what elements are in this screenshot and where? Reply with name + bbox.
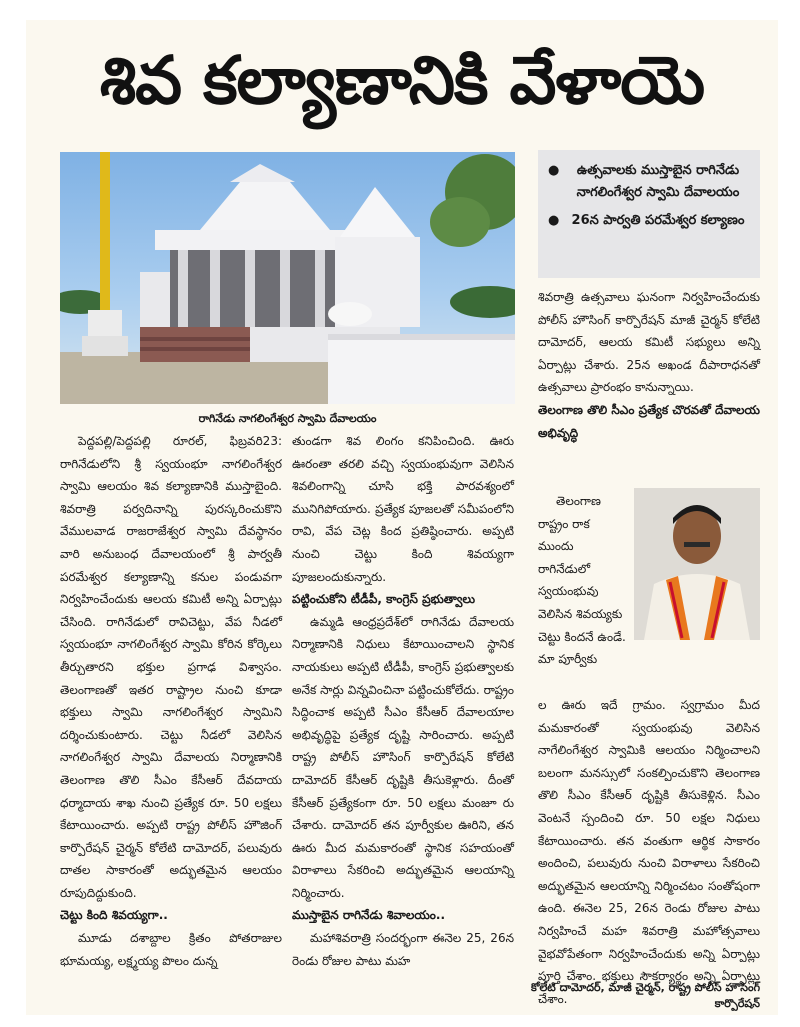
highlight-text: ఉత్సవాలకు ముస్తాబైన రాగినేడు నాగలింగేశ్వర స్వామి దేవాలయం (576, 163, 740, 200)
subheading: పట్టించుకోని టీడీపీ, కాంగ్రెస్ ప్రభుత్వాలు (292, 592, 476, 607)
portrait-photo (634, 488, 760, 640)
bullet-icon: ● (548, 163, 560, 178)
subheading: ముస్తాబైన రాగినేడు శివాలయం.. (292, 908, 446, 923)
headline: శివ కల్యాణానికి వేళాయె (99, 42, 705, 119)
subheading: చెట్టు కింది శివయ్యగా.. (60, 908, 168, 923)
person-illustration (634, 488, 760, 640)
paragraph: మహాశివరాత్రి సందర్భంగా ఈనెల 25, 26న రెండు రోజుల పాటు మహ (292, 931, 514, 968)
highlight-item (548, 210, 754, 232)
paragraph: తుండగా శివ లింగం కనిపించింది. ఊరు ఊరంతా తరలి వచ్చి స్వయంభువుగా వెలిసిన శివలింగాన్ని చూసి భక్తి పారవశ్యంలో మునిగిపోయారు. ప్రత్యేక పూజలతో సమీపంలోని రావి, వేప చెట్ల కింద ప్రతిష్ఠించారు. అప్పటి నుంచి చెట్టు కింది శివయ్యగా పూజలందుకున్నారు. (292, 434, 514, 584)
column-3-lower (538, 694, 760, 1010)
paragraph: ఉమ్మడి ఆంధ్రప్రదేశ్‌లో రాగినేడు దేవాలయ నిర్మాణానికి నిధులు కేటాయించాలని స్థానిక నాయకులు అప్పటి టీడీపీ, కాంగ్రెస్ ప్రభుత్వాలకు అనేక సార్లు విన్నవించినా పట్టించుకోలేదు. రాష్ట్రం సిద్ధించాక అప్పటి సీఎం కేసీఆర్ దేవాలయాల అభివృద్ధిపై ప్రత్యేక దృష్టి సారించారు. అప్పటి రాష్ట్ర పోలీస్ హౌసింగ్ కార్పొరేషన్ కోలేటి దామోదర్ కేసీఆర్ దృష్టికి తీసుకెళ్లారు. దీంతో కేసీఆర్ ప్రత్యేకంగా రూ. 50 లక్షలు మంజూ రు చేశారు. దామోదర్ తన పూర్వీకుల ఊరిని, తన ఊరు మీద మమకారంతో స్థానిక సహయంతో విరాళాలు సేకరించి అద్భుతమైన ఆలయాన్ని నిర్మించారు. (292, 614, 514, 900)
highlight-text: 26న పార్వతి పరమేశ్వర కల్యాణం (571, 213, 745, 228)
column-1 (60, 430, 282, 972)
bullet-icon: ● (548, 213, 560, 228)
paragraph: తెలంగాణ రాష్ట్రం రాక ముందు రాగినేడులో స్వయంభువు వెలిసిన శివయ్యకు చెట్టు కిందనే ఉండే. మా పూర్వీకు (538, 494, 626, 667)
paragraph: పెద్దపల్లి/పెద్దపల్లి రూరల్, ఫిబ్రవరి23: రాగినేడులోని శ్రీ స్వయంభూ నాగలింగేశ్వర స్వామి ఆలయం శివ కల్యాణానికి ముస్తాబైంది. శివరాత్రి పర్వదినాన్ని పురస్కరించుకొని వేములవాడ రాజరాజేశ్వర స్వామి దేవస్థానం వారి అనుబంధ దేవాలయంలో శ్రీ పార్వతీ పరమేశ్వర కల్యాణాన్ని కనుల పండువగా నిర్వహించేందుకు ఆలయ కమిటీ అన్ని ఏర్పాట్లు చేసింది. రాగినేడులో రావిచెట్టు, వేప నీడలో స్వయంభూ నాగలింగేశ్వర స్వామి కోరిన కోర్కెలు తీర్చుతారని భక్తుల ప్రగాఢ విశ్వాసం. తెలంగాణతో ఇతర రాష్ట్రాల నుంచి కూడా భక్తులు స్వామి నాగలింగేశ్వర స్వామిని దర్శించుకుంటారు. చెట్టు నీడలో వెలిసిన నాగలింగేశ్వర స్వామి దేవాలయ నిర్మాణానికి తెలంగాణ తొలి సీఎం కేసీఆర్ దేవదాయ ధర్మాదాయ శాఖ నుంచి ప్రత్యేక రూ. 50 లక్షలు కేటాయించారు. అప్పటి రాష్ట్ర పోలీస్ హౌజింగ్ కార్పొరేషన్ చైర్మన్ కోలేటి దామోదర్, పలువురు దాతల సాకారంతో అద్భుతమైన ఆలయం రూపుదిద్దుకుంది. (60, 434, 282, 900)
paragraph: శివరాత్రి ఉత్సవాలు ఘనంగా నిర్వహించేందుకు పోలీస్ హౌసింగ్ కార్పొరేషన్ మాజీ చైర్మన్ కోలేటి దామోదర్, ఆలయ కమిటీ సభ్యులు అన్ని ఏర్పాట్లు చేశారు. 25న అఖండ దీపారాధనతో ఉత్సవాలు ప్రారంభం కానున్నాయి. (538, 290, 760, 395)
newspaper-page (26, 20, 778, 1015)
column-2 (292, 430, 514, 972)
quote-credit: కోలేటి దామోదర్, మాజీ చైర్మన్, రాష్ట్ర పోలీస్ హౌసింగ్ కార్పొరేషన్ (530, 981, 760, 1010)
photo-caption: రాగినేడు నాగలింగేశ్వర స్వామి దేవాలయం (198, 412, 377, 425)
column-3 (538, 286, 760, 444)
column-3-narrow (538, 490, 626, 671)
temple-photo (60, 152, 515, 404)
highlights-box (538, 150, 760, 278)
subheading: తెలంగాణ తొలి సీఎం ప్రత్యేక చొరవతో దేవాలయ అభివృద్ధి (538, 402, 760, 440)
paragraph: ల ఊరు ఇదే గ్రామం. స్వగ్రామం మీద మమకారంతో స్వయంభువు వెలిసిన నాగేలింగేశ్వర స్వామికి ఆలయం నిర్మించాలని బలంగా మనస్సులో సంకల్పించుకొని తెలంగాణ తొలి సీఎం కేసీఆర్ దృష్టికి తీసుకెళ్లిన. సీఎం వెంటనే స్పందించి రూ. 50 లక్షల నిధులు కేటాయించారు. తన వంతుగా ఆర్థిక సాకారం అందించి, పలువురు నుంచి విరాళాలు సేకరించి అద్భుతమైన ఆలయాన్ని నిర్మించటం సంతోషంగా ఉంది. ఈనెల 25, 26న రెండు రోజుల పాటు నిర్వహించే మహ శివరాత్రి మహోత్సవాలు వైభవోపేతంగా నిర్వహించేందుకు అన్ని ఏర్పాట్లు పూర్తి చేశాం. భక్తులు సౌకర్యార్థం అన్ని ఏర్పాట్లు చేశాం. (538, 698, 760, 1006)
temple-illustration (60, 152, 515, 404)
highlight-item (548, 160, 754, 204)
paragraph: మూడు దశాబ్దాల క్రితం పోతరాజుల భూమయ్య, లక్ష్మయ్య పొలం దున్న (60, 931, 282, 968)
